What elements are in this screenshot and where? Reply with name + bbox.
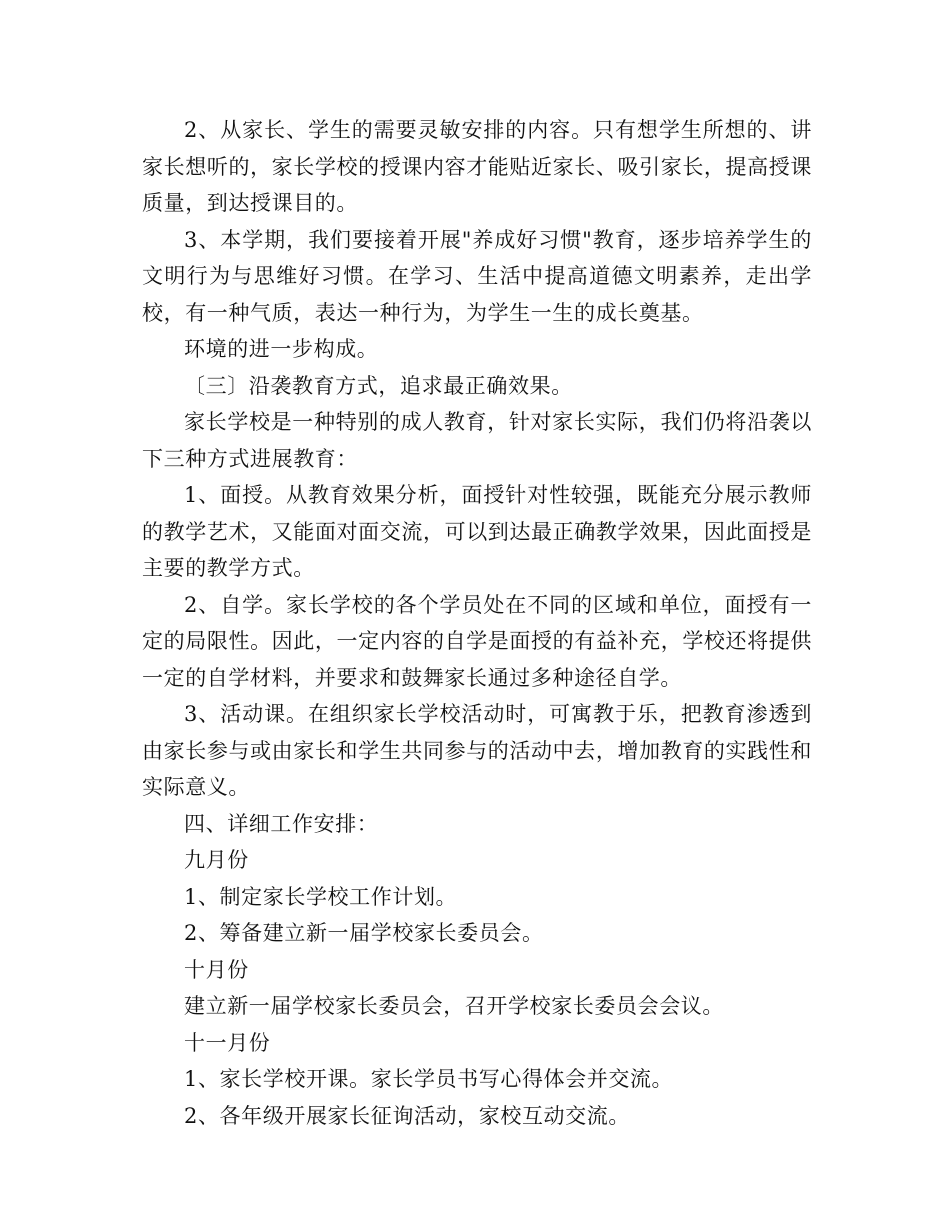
paragraph: 1、面授。从教育效果分析，面授针对性较强，既能充分展示教师的教学艺术，又能面对面交流，可以到达最正确教学效果，因此面授是主要的教学方式。 [142, 483, 812, 580]
month-heading: 十一月份 [184, 1030, 271, 1055]
paragraph: 环境的进一步构成。 [184, 337, 379, 361]
month-heading: 十月份 [184, 957, 249, 982]
list-item: 2、各年级开展家长征询活动，家校互动交流。 [184, 1103, 630, 1128]
list-item: 建立新一届学校家长委员会，召开学校家长委员会会议。 [184, 994, 724, 1018]
paragraph: 3、活动课。在组织家长学校活动时，可寓教于乐，把教育渗透到由家长参与或由家长和学生共同参与的活动中去，增加教育的实践性和实际意义。 [142, 702, 812, 799]
month-heading: 九月份 [184, 848, 249, 872]
paragraph: 2、自学。家长学校的各个学员处在不同的区域和单位，面授有一定的局限性。因此，一定内容的自学是面授的有益补充，学校还将提供一定的自学材料，并要求和鼓舞家长通过多种途径自学。 [142, 592, 812, 690]
section-heading: 〔三〕沿袭教育方式，追求最正确效果。 [184, 373, 573, 398]
paragraph: 2、从家长、学生的需要灵敏安排的内容。只有想学生所想的、讲家长想听的，家长学校的授课内容才能贴近家长、吸引家长，提高授课质量，到达授课目的。 [142, 118, 812, 215]
list-item: 1、家长学校开课。家长学员书写心得体会并交流。 [184, 1067, 674, 1091]
section-heading: 四、详细工作安排： [184, 811, 379, 836]
document-body [142, 112, 812, 1134]
list-item: 2、筹备建立新一届学校家长委员会。 [184, 921, 544, 945]
list-item: 1、制定家长学校工作计划。 [184, 884, 458, 909]
paragraph: 家长学校是一种特别的成人教育，针对家长实际，我们仍将沿袭以下三种方式进展教育： [142, 410, 812, 471]
paragraph: 3、本学期，我们要接着开展"养成好习惯"教育，逐步培养学生的文明行为与思维好习惯。在学习、生活中提高道德文明素养，走出学校，有一种气质，表达一种行为，为学生一生的成长奠基。 [142, 227, 812, 325]
